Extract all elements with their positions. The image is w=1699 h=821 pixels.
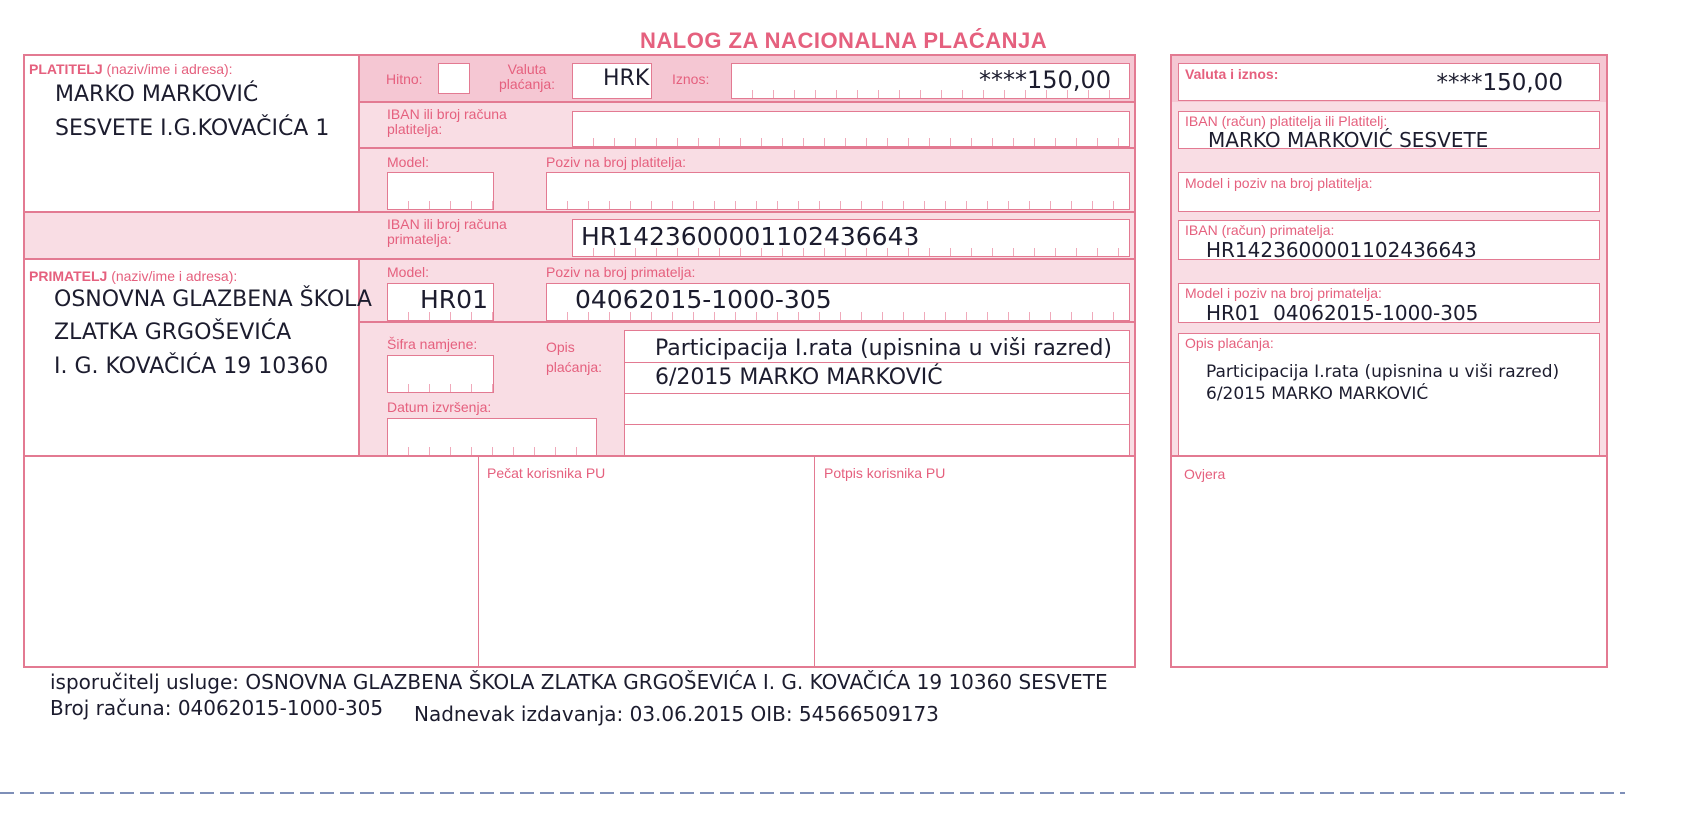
hitno-checkbox[interactable] bbox=[438, 63, 470, 94]
iznos-label: Iznos: bbox=[672, 71, 710, 87]
payer-address[interactable]: SESVETE I.G.KOVAČIĆA 1 bbox=[55, 116, 330, 141]
hitno-label: Hitno: bbox=[386, 71, 423, 87]
recipient-line-1[interactable]: OSNOVNA GLAZBENA ŠKOLA bbox=[54, 287, 372, 312]
recipient-model-value: HR01 bbox=[420, 285, 488, 314]
recipient-iban-field[interactable] bbox=[572, 219, 1130, 257]
payer-model-field[interactable] bbox=[387, 172, 494, 210]
recipient-label-title: PRIMATELJ bbox=[29, 268, 108, 284]
receipt-ovjera-label: Ovjera bbox=[1184, 466, 1226, 482]
opis-line-2 bbox=[625, 393, 1129, 394]
receipt-opis-label: Opis plaćanja: bbox=[1185, 335, 1274, 351]
signature-divider-2 bbox=[814, 455, 815, 668]
payer-iban-label: IBAN ili broj računa platitelja: bbox=[387, 106, 507, 137]
potpis-label: Potpis korisnika PU bbox=[824, 465, 946, 481]
recipient-line-2[interactable]: ZLATKA GRGOŠEVIĆA bbox=[54, 320, 292, 345]
payer-name[interactable]: MARKO MARKOVIĆ bbox=[55, 82, 259, 107]
recipient-reference-label: Poziv na broj primatelja: bbox=[546, 264, 696, 280]
datum-izvrsenja-field[interactable] bbox=[387, 418, 597, 456]
row-divider-4 bbox=[23, 258, 1136, 260]
payer-divider-vertical bbox=[358, 54, 360, 212]
opis-value-line-1: Participacija I.rata (upisnina u viši razred) bbox=[655, 336, 1112, 361]
row-divider-2 bbox=[358, 147, 1136, 149]
payer-label-hint: (naziv/ime i adresa): bbox=[102, 61, 233, 77]
perforation-line bbox=[0, 792, 1625, 794]
row-divider-1 bbox=[358, 101, 1136, 103]
recipient-reference-value: 04062015-1000-305 bbox=[575, 285, 832, 314]
datum-izvrsenja-label: Datum izvršenja: bbox=[387, 399, 492, 415]
recipient-iban-label: IBAN ili broj računa primatelja: bbox=[387, 216, 507, 247]
receipt-opis-field[interactable] bbox=[1178, 333, 1600, 456]
receipt-amount-label-text: Valuta i iznos: bbox=[1185, 66, 1279, 82]
receipt-payer-label: IBAN (račun) platitelja ili Platitelj: bbox=[1185, 113, 1388, 129]
receipt-recipient-model-label: Model i poziv na broj primatelja: bbox=[1185, 285, 1382, 301]
payer-iban-field[interactable] bbox=[572, 111, 1130, 147]
receipt-amount-value: ****150,00 bbox=[1436, 70, 1563, 96]
sifra-namjene-label: Šifra namjene: bbox=[387, 336, 478, 352]
signature-divider-1 bbox=[478, 455, 479, 668]
row-divider-5 bbox=[358, 321, 1136, 323]
payer-reference-label: Poziv na broj platitelja: bbox=[546, 154, 687, 170]
receipt-recipient-model-field[interactable] bbox=[1178, 283, 1600, 323]
opis-line-3 bbox=[625, 424, 1129, 425]
footer-issue-date-oib: Nadnevak izdavanja: 03.06.2015 OIB: 54566509173 bbox=[414, 702, 939, 726]
receipt-recipient-iban-value: HR1423600001102436643 bbox=[1206, 238, 1477, 262]
receipt-amount-label bbox=[1185, 67, 1278, 82]
recipient-label bbox=[29, 269, 237, 284]
receipt-divider bbox=[1170, 455, 1608, 457]
opis-line-1 bbox=[625, 362, 1129, 363]
receipt-recipient-iban-field[interactable] bbox=[1178, 220, 1600, 260]
form-title: NALOG ZA NACIONALNA PLAĆANJA bbox=[640, 28, 1048, 53]
recipient-label-hint: (naziv/ime i adresa): bbox=[107, 268, 238, 284]
footer-account-number: Broj računa: 04062015-1000-305 bbox=[50, 696, 384, 720]
opis-placanja-label: Opis plaćanja: bbox=[546, 339, 603, 375]
receipt-payer-field[interactable] bbox=[1178, 111, 1600, 152]
sifra-namjene-field[interactable] bbox=[387, 355, 494, 393]
valuta-field[interactable] bbox=[572, 63, 652, 99]
recipient-reference-field[interactable] bbox=[546, 283, 1130, 321]
payer-label-title: PLATITELJ bbox=[29, 61, 103, 77]
receipt-recipient-model-value: HR01 04062015-1000-305 bbox=[1206, 301, 1479, 325]
opis-value-line-2: 6/2015 MARKO MARKOVIĆ bbox=[655, 365, 943, 390]
receipt-amount-field[interactable] bbox=[1178, 63, 1600, 101]
valuta-label: Valuta plaćanja: bbox=[498, 61, 556, 92]
payer-label bbox=[29, 62, 233, 77]
payer-model-label: Model: bbox=[387, 154, 430, 170]
receipt-payer-model-field[interactable] bbox=[1178, 172, 1600, 212]
receipt-opis-line-1: Participacija I.rata (upisnina u viši razred) bbox=[1206, 362, 1560, 382]
receipt-opis-line-2: 6/2015 MARKO MARKOVIĆ bbox=[1206, 384, 1429, 404]
iznos-value: ****150,00 bbox=[979, 66, 1111, 94]
receipt-payer-model-label: Model i poziv na broj platitelja: bbox=[1185, 175, 1373, 191]
recipient-model-field[interactable] bbox=[387, 283, 494, 321]
recipient-line-3[interactable]: I. G. KOVAČIĆA 19 10360 bbox=[54, 354, 329, 379]
recipient-iban-value: HR1423600001102436643 bbox=[581, 222, 920, 251]
recipient-model-label: Model: bbox=[387, 264, 430, 280]
payer-reference-field[interactable] bbox=[546, 172, 1130, 210]
valuta-value: HRK bbox=[603, 66, 650, 91]
iznos-field[interactable] bbox=[731, 63, 1130, 99]
pecat-label: Pečat korisnika PU bbox=[487, 465, 606, 481]
row-divider-3 bbox=[23, 211, 1136, 213]
receipt-payer-value: MARKO MARKOVIĆ SESVETE bbox=[1208, 128, 1489, 152]
footer-service-provider: isporučitelj usluge: OSNOVNA GLAZBENA ŠKOLA ZLATKA GRGOŠEVIĆA I. G. KOVAČIĆA 19 10360 SESVETE bbox=[50, 670, 1108, 694]
receipt-recipient-iban-label: IBAN (račun) primatelja: bbox=[1185, 222, 1335, 238]
